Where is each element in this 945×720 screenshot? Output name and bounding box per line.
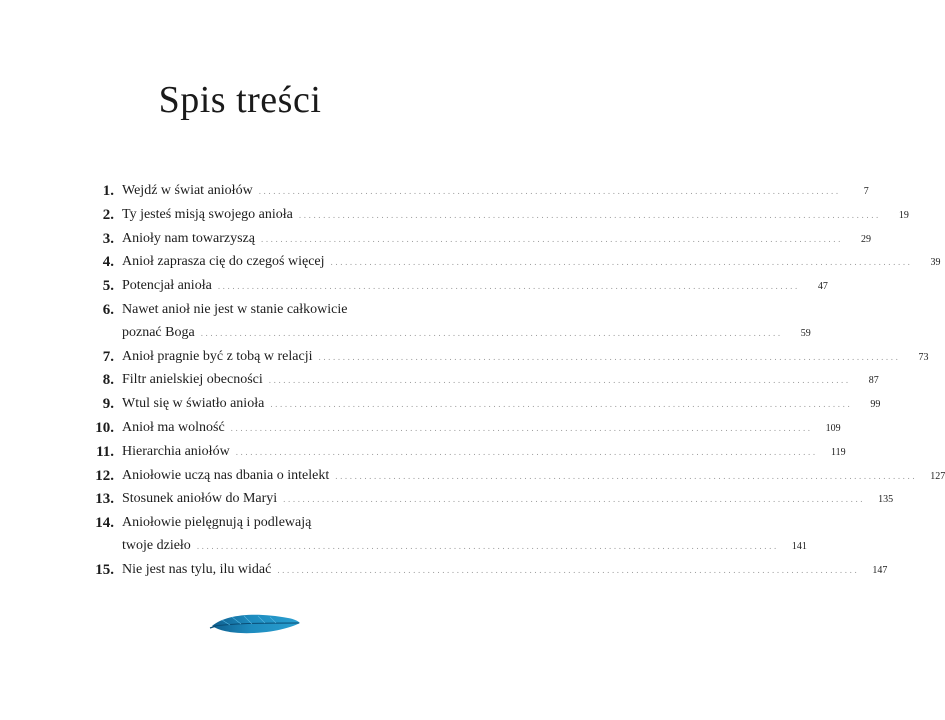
toc-page-number: 73: [918, 351, 929, 363]
toc-entry-number: 10.: [95, 419, 114, 436]
toc-entry: [72, 299, 811, 346]
toc-entry-body: [122, 346, 929, 370]
toc-entry-number: 8.: [102, 372, 114, 389]
toc-entry-number: 13.: [95, 491, 114, 508]
toc-page-number: 109: [825, 422, 841, 434]
leader-dots: ........................................................................................................................: [268, 375, 851, 386]
toc-entry-number: 2.: [102, 206, 114, 223]
toc-entry-line: [122, 275, 828, 299]
toc-entry-line: [122, 417, 841, 441]
leader-dots: ........................................................................................................................: [318, 351, 901, 362]
toc-entry: [72, 559, 888, 583]
toc-page-number: 29: [860, 233, 871, 245]
toc-entry: [72, 417, 841, 441]
toc-entry-line: [122, 228, 871, 252]
toc-entry: [72, 204, 909, 228]
toc-entry-number: 11.: [96, 443, 114, 460]
toc-page-number: 99: [870, 399, 881, 411]
toc-entry-line: [122, 299, 404, 322]
toc-entry-number: 9.: [102, 396, 114, 413]
toc-entry-body: [122, 559, 888, 583]
toc-entry: [72, 441, 846, 465]
toc-entry-line: [122, 322, 811, 346]
toc-page-number: 87: [868, 375, 879, 387]
toc-entry-title: Filtr anielskiej obecności: [122, 372, 263, 388]
toc-entry-body: [122, 251, 941, 275]
toc-entry-number: 14.: [95, 515, 114, 532]
toc-entry-number: 1.: [102, 183, 114, 199]
toc-entry-line: [122, 535, 807, 559]
leader-dots: ........................................................................................................................: [277, 564, 860, 575]
toc-entry-title: poznać Boga: [122, 324, 195, 340]
leader-dots: ........................................................................................................................: [298, 209, 881, 220]
toc-page-number: 59: [800, 327, 811, 339]
toc-page-number: 127: [930, 470, 945, 482]
toc-page-number: 19: [898, 209, 909, 221]
toc-entry-title: Aniołowie uczą nas dbania o intelekt: [122, 467, 330, 483]
toc-entry-title: Hierarchia aniołów: [122, 443, 230, 459]
toc-entry-title: Ty jesteś misją swojego anioła: [122, 206, 293, 222]
toc-entry-title: Anioły nam towarzyszą: [122, 230, 255, 246]
toc-entry-title: Nawet anioł nie jest w stanie całkowicie: [122, 301, 348, 317]
toc-entry-body: [122, 465, 945, 489]
toc-entry-body: [122, 299, 811, 346]
toc-entry: [72, 488, 894, 512]
leader-dots: ........................................................................................................................: [217, 281, 800, 292]
toc-entry-line: [122, 559, 888, 583]
toc-page-number: 47: [817, 281, 828, 293]
toc-entry-number: 5.: [102, 278, 114, 295]
table-of-contents: [72, 180, 945, 583]
toc-entry-line: [122, 369, 879, 393]
toc-entry-body: [122, 275, 828, 299]
toc-entry-title: Nie jest nas tylu, ilu widać: [122, 561, 272, 577]
leader-dots: ........................................................................................................................: [196, 540, 779, 551]
toc-entry: [72, 512, 807, 559]
toc-entry-number: 7.: [102, 348, 114, 365]
toc-page-number: 39: [930, 257, 941, 269]
page-title: Spis treści: [158, 79, 322, 121]
leader-dots: ........................................................................................................................: [230, 422, 813, 433]
toc-entry: [72, 369, 879, 393]
toc-entry-title: Anioł zaprasza cię do czegoś więcej: [122, 254, 325, 270]
toc-entry-title: twoje dzieło: [122, 537, 191, 553]
toc-entry: [72, 251, 941, 275]
toc-entry: [72, 228, 871, 252]
toc-entry: [72, 346, 929, 370]
leader-dots: ........................................................................................................................: [283, 494, 866, 505]
toc-entry-title: Wtul się w światło anioła: [122, 396, 265, 412]
leader-dots: ........................................................................................................................: [330, 257, 913, 268]
leader-dots: ........................................................................................................................: [258, 186, 841, 196]
toc-entry-title: Aniołowie pielęgnują i podlewają: [122, 515, 312, 531]
toc-entry-number: 12.: [95, 467, 114, 484]
toc-entry-body: [122, 441, 846, 465]
toc-entry: [72, 393, 881, 417]
toc-entry-body: [122, 512, 807, 559]
leader-dots: ........................................................................................................................: [335, 470, 918, 481]
toc-entry-body: [122, 488, 894, 512]
toc-entry-body: [122, 369, 879, 393]
toc-entry: [72, 180, 869, 204]
feather-icon: [208, 606, 302, 640]
toc-entry: [72, 465, 945, 489]
toc-entry-body: [122, 228, 871, 252]
toc-page-number: 119: [831, 446, 846, 458]
toc-entry-line: [122, 393, 881, 417]
leader-dots: ........................................................................................................................: [270, 399, 853, 410]
toc-entry: [72, 275, 828, 299]
toc-entry-title: Anioł pragnie być z tobą w relacji: [122, 348, 313, 364]
toc-entry-line: [122, 251, 941, 275]
toc-entry-title: Anioł ma wolność: [122, 419, 225, 435]
toc-entry-line: [122, 204, 909, 228]
leader-dots: ........................................................................................................................: [200, 327, 783, 338]
toc-entry-line: [122, 180, 869, 204]
toc-entry-body: [122, 393, 881, 417]
toc-entry-number: 15.: [95, 561, 114, 578]
toc-entry-line: [122, 488, 894, 512]
toc-entry-title: Potencjał anioła: [122, 278, 212, 294]
toc-page-number: 147: [872, 564, 888, 576]
toc-entry-body: [122, 204, 909, 228]
toc-page-number: 141: [791, 540, 807, 552]
toc-page-number: 135: [878, 494, 894, 506]
toc-entry-title: Stosunek aniołów do Maryi: [122, 491, 278, 507]
toc-entry-body: [122, 180, 869, 204]
toc-entry-body: [122, 417, 841, 441]
toc-entry-number: 3.: [102, 230, 114, 247]
toc-entry-number: 4.: [102, 254, 114, 271]
leader-dots: ........................................................................................................................: [260, 233, 843, 244]
toc-entry-line: [122, 512, 404, 535]
toc-page-number: 7: [863, 186, 869, 197]
toc-entry-number: 6.: [102, 301, 114, 318]
toc-entry-line: [122, 441, 846, 465]
toc-entry-line: [122, 346, 929, 370]
toc-entry-line: [122, 465, 945, 489]
toc-entry-title: Wejdź w świat aniołów: [122, 183, 253, 198]
leader-dots: ........................................................................................................................: [235, 446, 818, 457]
